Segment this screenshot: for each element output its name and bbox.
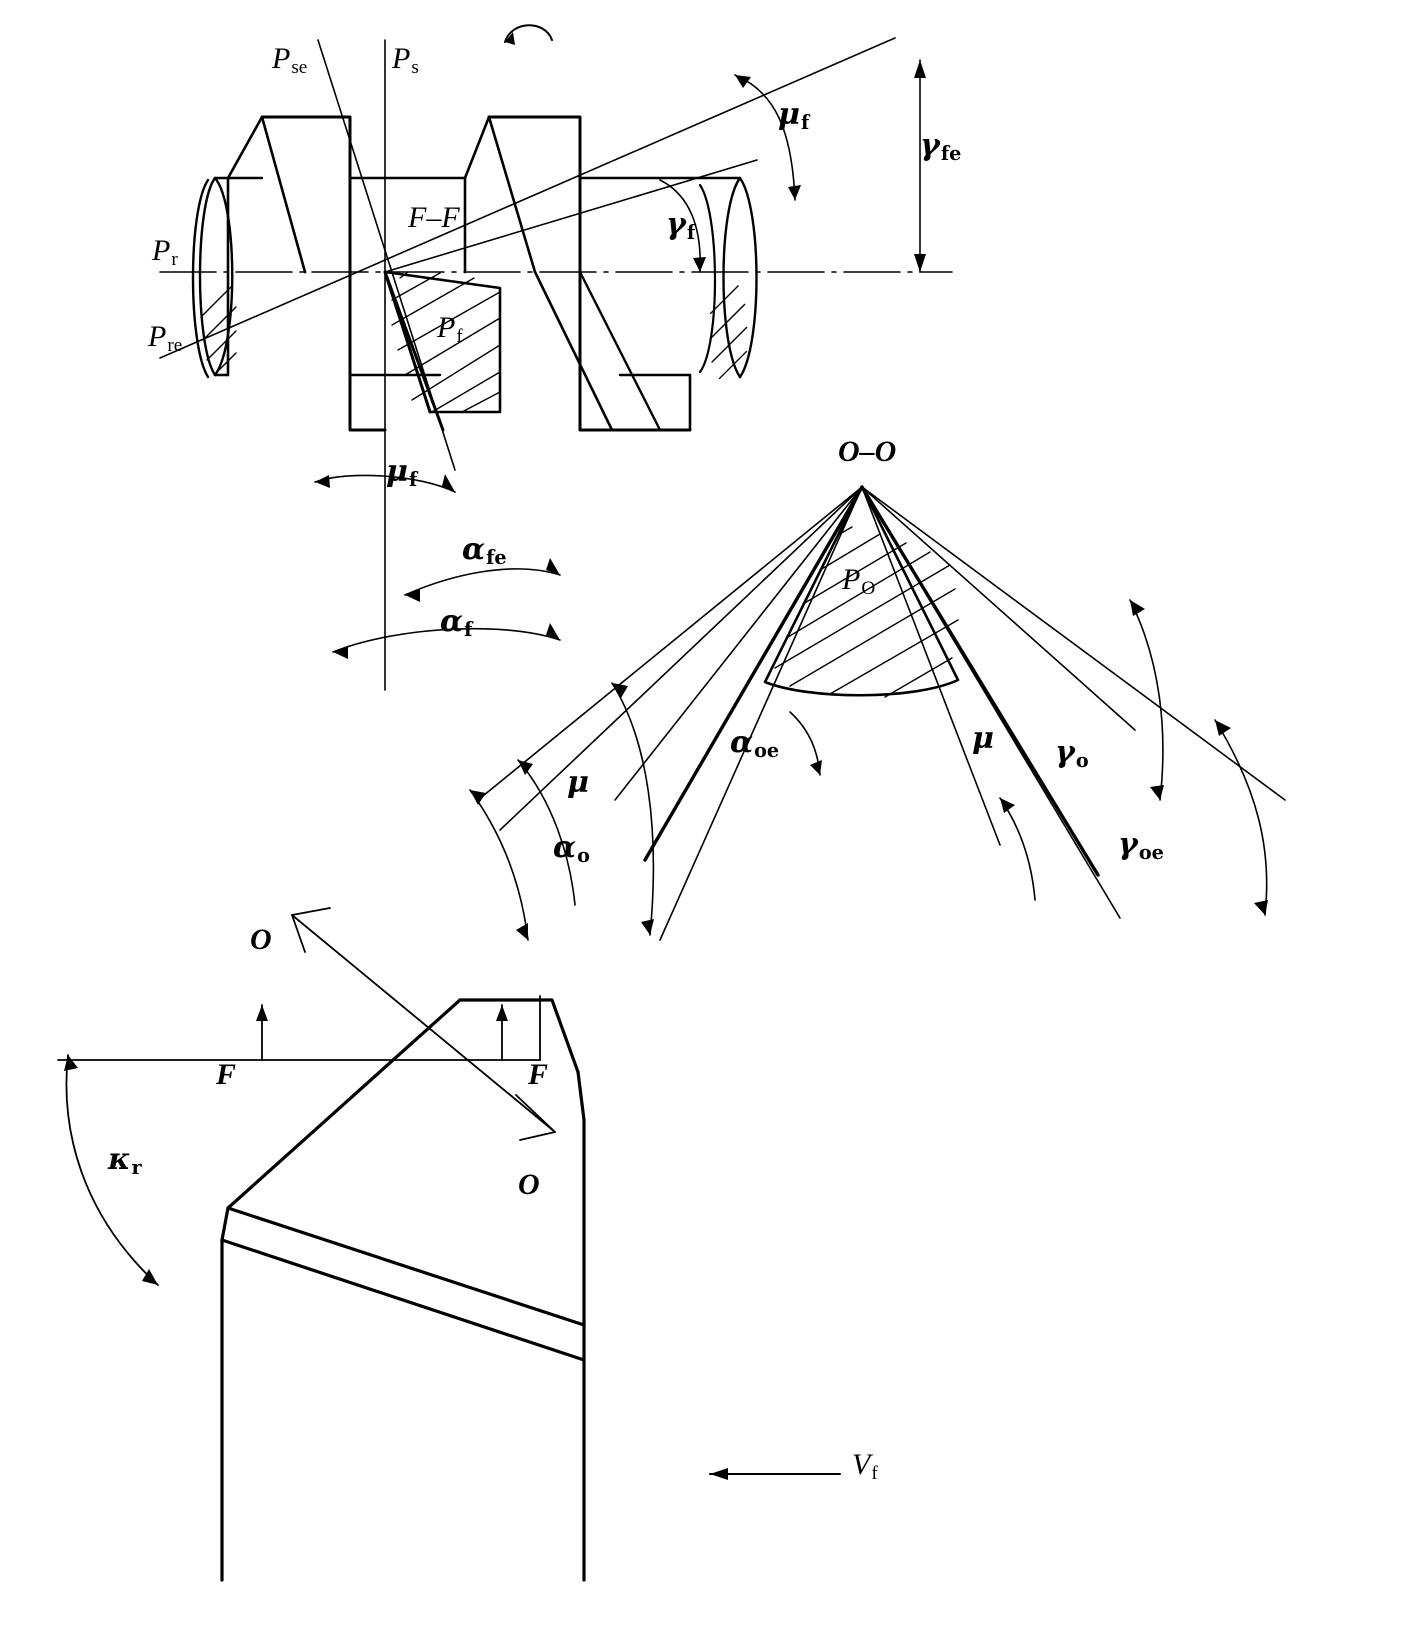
label-p-s: $P_s$ <box>392 42 419 79</box>
bottom-view-group <box>58 908 840 1580</box>
middle-view-group <box>470 487 1285 940</box>
label-section-f-f: F–F <box>408 201 460 234</box>
label-alpha-oe: $\alpha_{oe}$ <box>730 725 780 763</box>
label-gamma-f: $\gamma_f$ <box>666 207 696 245</box>
label-p-o: $P_O$ <box>842 563 876 600</box>
label-gamma-fe: $\gamma_{fe}$ <box>920 128 962 166</box>
label-mu-left: μ <box>567 765 589 800</box>
label-gamma-oe: $\gamma_{oe}$ <box>1118 827 1164 865</box>
label-v-f: $V_f$ <box>852 1448 878 1485</box>
label-p-se: $P_{se}$ <box>272 42 308 79</box>
label-section-o-o: O–O <box>838 435 897 468</box>
label-p-re: $P_{re}$ <box>148 320 183 357</box>
label-alpha-fe: $\alpha_{fe}$ <box>462 532 507 570</box>
label-mu-f-bottom: $\mu_f$ <box>386 454 418 492</box>
label-gamma-o: $\gamma_o$ <box>1055 735 1089 773</box>
label-p-r: $P_r$ <box>152 234 178 271</box>
label-o-bottom: O <box>518 1168 540 1201</box>
label-mu-right: μ <box>972 721 994 756</box>
label-o-top: O <box>250 923 272 956</box>
label-mu-f-top: $\mu_f$ <box>778 97 810 135</box>
label-f-left: F <box>216 1058 237 1091</box>
label-kappa-r: $\kappa_r$ <box>108 1142 142 1180</box>
label-alpha-o: $\alpha_o$ <box>553 830 590 868</box>
label-alpha-f: $\alpha_f$ <box>440 604 473 642</box>
top-view-group <box>160 25 952 690</box>
label-f-right: F <box>528 1058 549 1091</box>
label-p-f: $P_f$ <box>437 311 463 348</box>
